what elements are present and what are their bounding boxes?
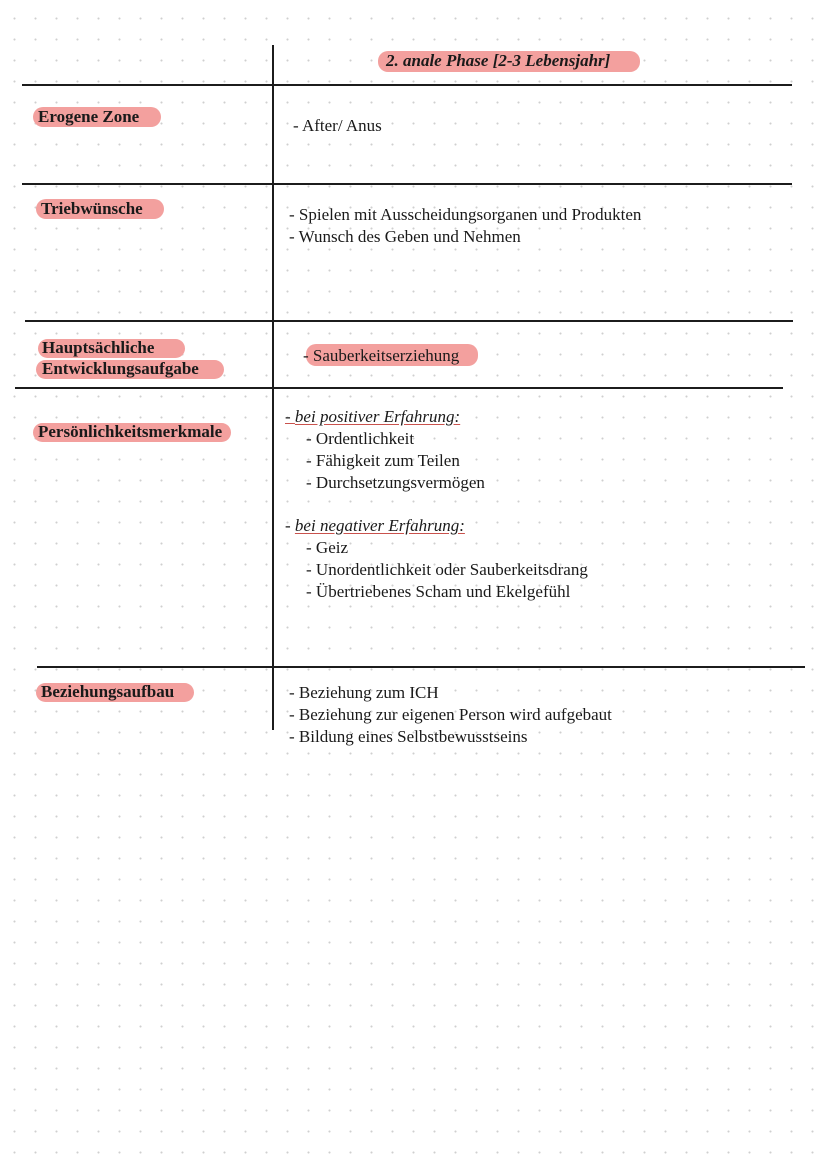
row-divider-2	[25, 320, 793, 322]
triebwuensche-item-2: - Wunsch des Geben und Nehmen	[289, 227, 521, 246]
label-triebwuensche: Triebwünsche	[41, 199, 143, 218]
label-entwicklungsaufgabe-line2: Entwicklungsaufgabe	[42, 359, 199, 378]
row-divider-3	[15, 387, 783, 389]
positive-heading-text: bei positiver Erfahrung:	[294, 407, 461, 426]
negative-heading	[285, 515, 465, 537]
negative-dash: -	[285, 516, 295, 535]
positive-item-3: - Durchsetzungsvermögen	[306, 473, 485, 492]
negative-item-3: - Übertriebenes Scham und Ekelgefühl	[306, 582, 571, 601]
positive-item-1: - Ordentlichkeit	[306, 429, 415, 448]
beziehungsaufbau-item-3: - Bildung eines Selbstbewusstseins	[289, 727, 528, 746]
row-divider-4	[37, 666, 805, 668]
beziehungsaufbau-item-1: - Beziehung zum ICH	[289, 683, 439, 702]
beziehungsaufbau-item-2: - Beziehung zur eigenen Person wird aufgebaut	[289, 705, 612, 724]
label-persoenlichkeit: Persönlichkeitsmerkmale	[38, 422, 223, 441]
page-title: 2. anale Phase [2-3 Lebensjahr]	[386, 51, 611, 70]
negative-heading-text: bei negativer Erfahrung:	[294, 516, 465, 535]
triebwuensche-item-1: - Spielen mit Ausscheidungsorganen und Produkten	[289, 205, 642, 224]
positive-dash: -	[285, 407, 295, 426]
negative-item-2: - Unordentlichkeit oder Sauberkeitsdrang	[306, 560, 588, 579]
negative-item-1: - Geiz	[306, 538, 349, 557]
positive-item-2: - Fähigkeit zum Teilen	[306, 451, 460, 470]
positive-heading	[285, 406, 460, 428]
row-divider-1	[22, 183, 792, 185]
label-beziehungsaufbau: Beziehungsaufbau	[41, 682, 175, 701]
label-erogene-zone: Erogene Zone	[38, 107, 140, 126]
entwicklungsaufgabe-item: - Sauberkeitserziehung	[303, 346, 460, 365]
header-divider	[22, 84, 792, 86]
label-entwicklungsaufgabe-line1: Hauptsächliche	[42, 338, 155, 357]
erogene-zone-item: - After/ Anus	[293, 116, 382, 135]
